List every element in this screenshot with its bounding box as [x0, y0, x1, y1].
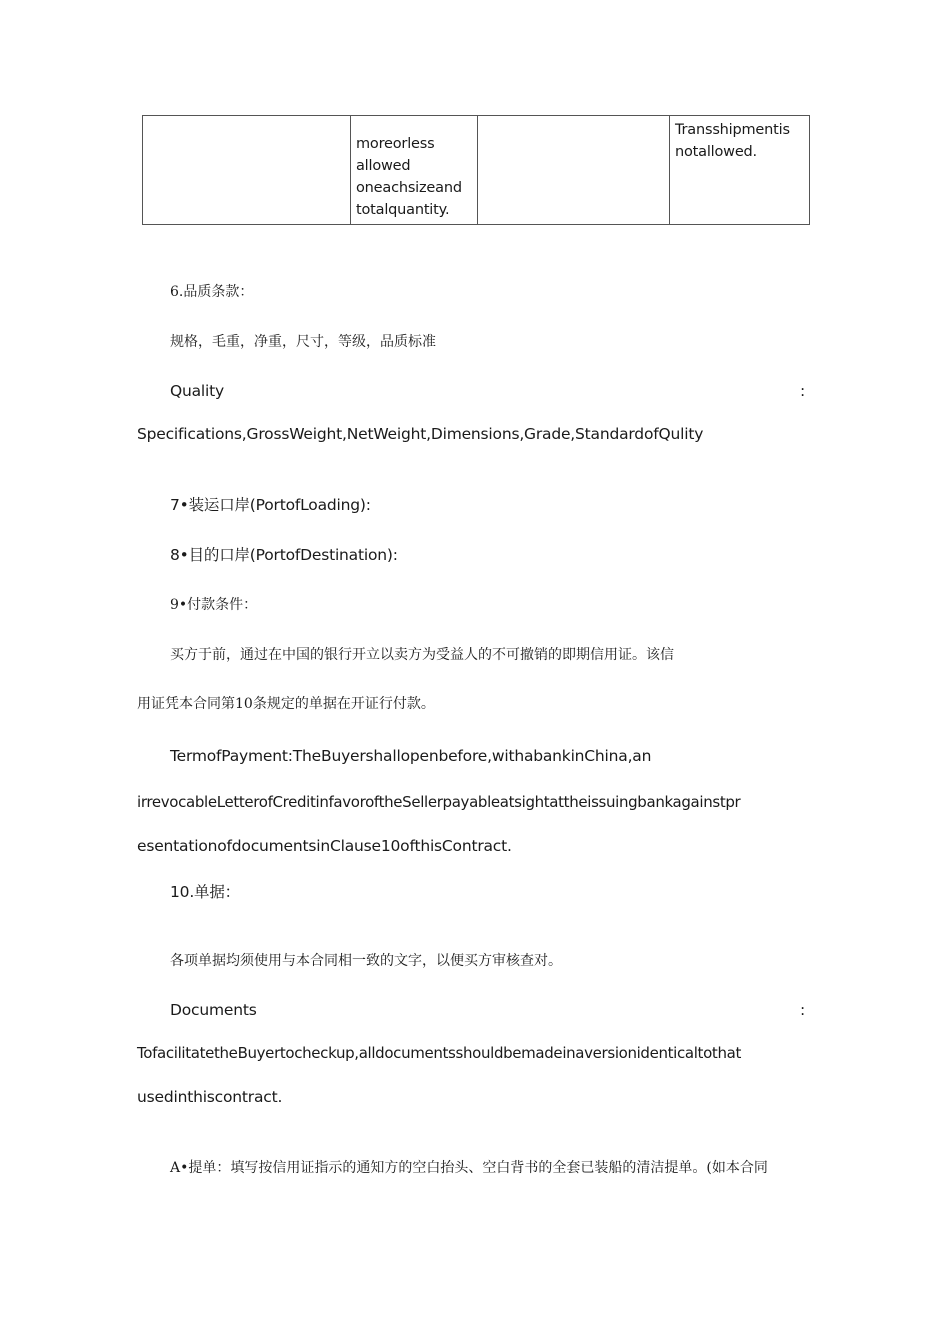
cell-line: totalquantity. — [356, 202, 450, 218]
quality-colon: : — [800, 382, 806, 400]
section-6-zh-text: 规格，毛重，净重，尺寸，等级，品质标准 — [170, 334, 436, 350]
section-10-heading: 10.单据： — [170, 883, 240, 901]
table-row — [143, 116, 810, 225]
section-6-heading: 6.品质条款： — [170, 284, 254, 300]
cell-line: Transshipmentis — [675, 122, 790, 138]
cell-line: moreorless — [356, 136, 435, 152]
payment-line3: esentationofdocumentsinClause10ofthisContract. — [137, 837, 512, 855]
quality-body: Specifications,GrossWeight,NetWeight,Dimensions,Grade,StandardofQulity — [137, 425, 704, 443]
goods-table — [142, 115, 810, 225]
table-cell-tolerance — [351, 116, 478, 225]
cell-line: oneachsizeand — [356, 180, 462, 196]
section-8-heading: 8•目的口岸(PortofDestination): — [170, 546, 398, 564]
documents-line1: TofacilitatetheBuyertocheckup,alldocumentsshouldbemadeinaversionidenticaltothat — [137, 1044, 741, 1062]
section-10-zh-text: 各项单据均须使用与本合同相一致的文字，以便买方审核查对。 — [170, 953, 562, 969]
documents-colon: : — [800, 1001, 806, 1019]
documents-line2: usedinthiscontract. — [137, 1088, 283, 1106]
cell-line: allowed — [356, 158, 411, 174]
section-7-heading: 7•装运口岸(PortofLoading): — [170, 496, 371, 514]
table-cell-empty — [478, 116, 670, 225]
documents-label: Documents — [170, 1001, 257, 1019]
section-9-heading: 9•付款条件： — [170, 597, 258, 613]
table-cell-transshipment — [670, 116, 810, 225]
cell-line: notallowed. — [675, 144, 757, 160]
table-cell-empty — [143, 116, 351, 225]
section-9-zh-line2: 用证凭本合同第10条规定的单据在开证行付款。 — [137, 696, 435, 712]
payment-line2: irrevocableLetterofCreditinfavoroftheSellerpayableatsightattheissuingbankagainstpr — [137, 793, 741, 811]
bill-of-lading-line: A•提单：填写按信用证指示的通知方的空白抬头、空白背书的全套已装船的清洁提单。(如本合同 — [170, 1160, 768, 1176]
section-9-zh-line1: 买方于前，通过在中国的银行开立以卖方为受益人的不可撤销的即期信用证。该信 — [170, 647, 674, 663]
quality-label: Quality — [170, 382, 224, 400]
payment-line1: TermofPayment:TheBuyershallopenbefore,withabankinChina,an — [170, 747, 652, 765]
